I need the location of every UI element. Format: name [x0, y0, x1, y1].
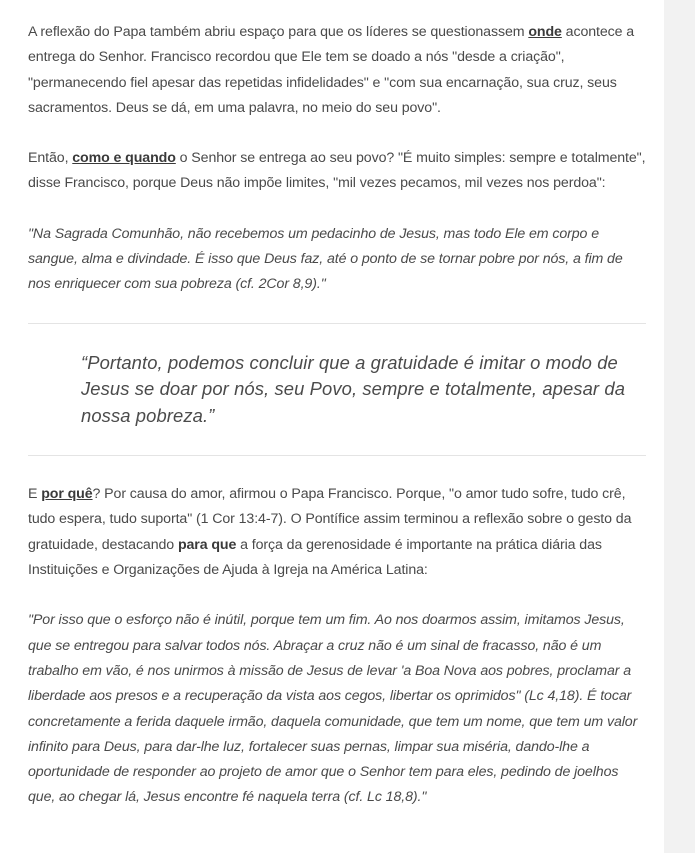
emphasis-por-que: por quê — [41, 486, 93, 503]
paragraph-text: Então, — [28, 150, 73, 167]
pull-quote — [28, 324, 646, 456]
emphasis-como-e-quando: como e quando — [72, 150, 176, 167]
paragraph-text: a força da gerenosidade é importante na prática diária das Instituições e Organizações de Ajuda à Igreja na América Latina: — [28, 536, 602, 579]
article-body — [28, 20, 646, 811]
paragraph-text: ? Por causa do amor, afirmou o Papa Francisco. Porque, "o amor tudo sofre, tudo crê, tudo espera, tudo suporta" (1 Cor 13:4-7). O Pontífice assim terminou a reflexão sobre o gesto da gratuidade, destacando — [28, 486, 632, 553]
paragraph-where — [28, 20, 646, 121]
paragraph-text: E — [28, 486, 42, 503]
paragraph-why — [28, 482, 646, 583]
emphasis-onde: onde — [528, 24, 562, 40]
quote-communion: "Na Sagrada Comunhão, não recebemos um pedacinho de Jesus, mas todo Ele em corpo e sangue, alma e divindade. É isso que Deus faz, até o ponto de se tornar pobre por nós, a fim de nos enriquecer com sua pobreza (cf. 2Cor 8,9)." — [28, 225, 623, 293]
quote-effort: "Por isso que o esforço não é inútil, porque tem um fim. Ao nos doarmos assim, imitamos Jesus, que se entregou para salvar todos nós. Abraçar a cruz não é um sinal de fracasso, não é um trabalho em vão, é nos unirmos à missão de Jesus de levar 'a Boa Nova aos pobres, proclamar a liberdade aos presos e a recuperação da vista aos cegos, libertar os oprimidos" (Lc 4,18). É tocar concretamente a ferida daquele irmão, daquela comunidade, que tem um nome, que tem um valor infinito para Deus, para dar-lhe luz, fortalecer suas pernas, limpar sua miséria, dando-lhe a oportunidade de responder ao projeto de amor que o Senhor tem para eles, pedindo de joelhos que, ao chegar lá, Jesus encontre fé naquela terra (cf. Lc 18,8)." — [28, 612, 638, 806]
paragraph-text: o Senhor se entrega ao seu povo? "É muito simples: sempre e totalmente", disse Francisco, porque Deus não impõe limites, "mil vezes pecamos, mil vezes nos perdoa": — [28, 150, 646, 192]
emphasis-para-que: para que — [177, 536, 237, 553]
paragraph-text: acontece a entrega do Senhor. Francisco recordou que Ele tem se doado a nós "desde a criação", "permanecendo fiel apesar das repetidas infidelidades" e "com sua encarnação, sua cruz, seus sacramentos. Deus se dá, em uma palavra, no meio do seu povo". — [28, 24, 635, 116]
divider-bottom — [28, 455, 646, 456]
paragraph-text: A reflexão do Papa também abriu espaço para que os líderes se questionassem — [28, 24, 529, 40]
paragraph-how-when — [28, 146, 646, 197]
pull-quote-text: “Portanto, podemos concluir que a gratuidade é imitar o modo de Jesus se doar por nós, seu Povo, sempre e totalmente, apesar da nossa pobreza.” — [81, 351, 626, 426]
